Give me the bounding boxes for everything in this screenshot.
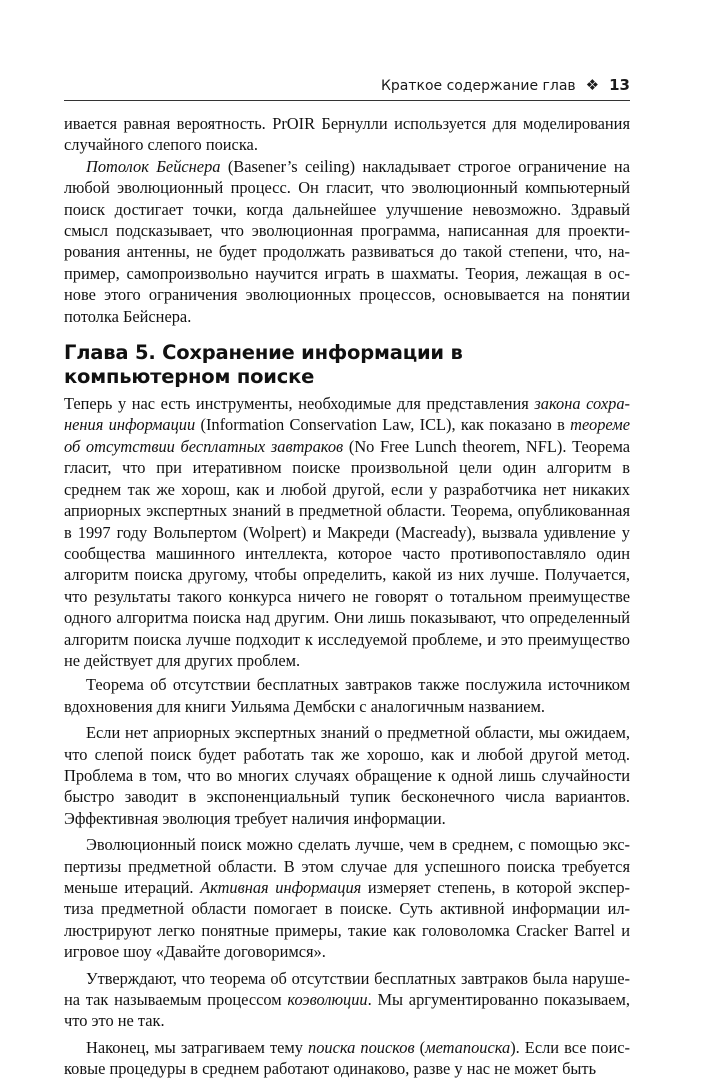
term-basener-ceiling: Потолок Бейснера xyxy=(86,156,221,176)
term-coevolution: коэволюции xyxy=(287,990,368,1010)
paragraph-continuation: ивается равная вероятность. PrOIR Бернулли используется для моделирования случайного слепого поиска. xyxy=(64,114,630,155)
chapter-summary-title: Краткое содержание глав xyxy=(380,78,576,94)
paragraph-blind-search: Если нет априорных экспертных знаний о предметной области, мы ожидаем, что слепой поиск будет работать так же хорошо, как и любой другой метод. Проблема в том, что во многих случаях обращение к одной лишь случайности быстро заводит в экспоненциальный тупик бесконечного числа вариантов. Эффективная эволюция требует наличия информации. xyxy=(64,723,630,828)
term-metasearch: метапоиска xyxy=(425,1037,511,1057)
body-text xyxy=(64,113,630,1080)
header-rule xyxy=(64,100,630,101)
ornament-icon: ❖ xyxy=(585,76,600,94)
paragraph-coevolution: Утверждают, что теорема об отсутствии бесплатных завтраков была нарушена так называемым процессом коэволюции. Мы аргументированно показываем, что это не так. xyxy=(64,968,630,1031)
paragraph-basener-ceiling: Потолок Бейснера (Basener’s ceiling) накладывает строгое ограничение на любой эволюционный процесс. Он гласит, что эволюционный компьютерный поиск достигает точки, когда дальнейшее улучшение невозможно. Здравый смысл подсказывает, что эволюционная программа, написанная для проектирования антенны, не будет продолжать развиваться до такой степени, что, например, самопроизвольно научится играть в шахматы. Теория, лежащая в основе этого ограничения эволюционных процессов, основывается на понятии потолка Бейснера. xyxy=(64,156,630,326)
paragraph-nfl-theorem: Теперь у нас есть инструменты, необходимые для представления закона сохранения информации (Information Conservation Law, ICL), как показано в теореме об отсутствии бесплатных завтраков (No Free Lunch theorem, NFL). Теорема гласит, что при итеративном поиске произвольной цели один алгоритм в среднем так же хорош, как и любой другой, если у разработчика нет никаких априорных экспертных знаний в предметной области. Теорема, опубликованная в 1997 году Вольпертом (Wolpert) и Макреди (Macready), вызвала удивление у сообщества машинного интеллекта, которое часто противопоставляло один алгоритм поиска другому, чтобы определить, какой из них лучше. Получается, что результаты такого конкурса ничего не говорят о тотальном преимуществе одного алгоритма поиска над другим. Они лишь показывают, что определенный алгоритм поиска лучше подходит к исследуемой проблеме, и это преимущество не действует для других проблем. xyxy=(64,394,630,670)
paragraph-active-information: Эволюционный поиск можно сделать лучше, чем в среднем, с помощью экспертизы предметной области. В этом случае для успешного поиска требуется меньше итераций. Активная информация измеряет степень, в которой экспертиза предметной области помогает в поиске. Суть активной информации иллюстрируют легко понятные примеры, такие как головоломка Cracker Barrel и игровое шоу «Давайте договоримся». xyxy=(64,835,630,962)
header-right xyxy=(381,76,630,94)
paragraph-metasearch: Наконец, мы затрагиваем тему поиска поисков (метапоиска). Если все поисковые процедуры в среднем работают одинаково, разве у нас не может быть xyxy=(64,1037,631,1079)
chapter-5-heading: Глава 5. Сохранение информации в компьютерном поиске xyxy=(64,341,463,389)
page-number: 13 xyxy=(609,76,630,94)
term-active-information: Активная информация xyxy=(200,878,362,897)
term-icl: закона сохранения информации xyxy=(64,394,630,435)
running-header xyxy=(64,74,630,102)
paragraph-dembski: Теорема об отсутствии бесплатных завтраков также послужила источником вдохновения для книги Уильяма Дембски с аналогичным названием. xyxy=(64,675,630,716)
term-search-for-search: поиска поисков xyxy=(308,1037,415,1057)
term-nfl: теореме об отсутствии бесплатных завтраков xyxy=(64,415,630,456)
